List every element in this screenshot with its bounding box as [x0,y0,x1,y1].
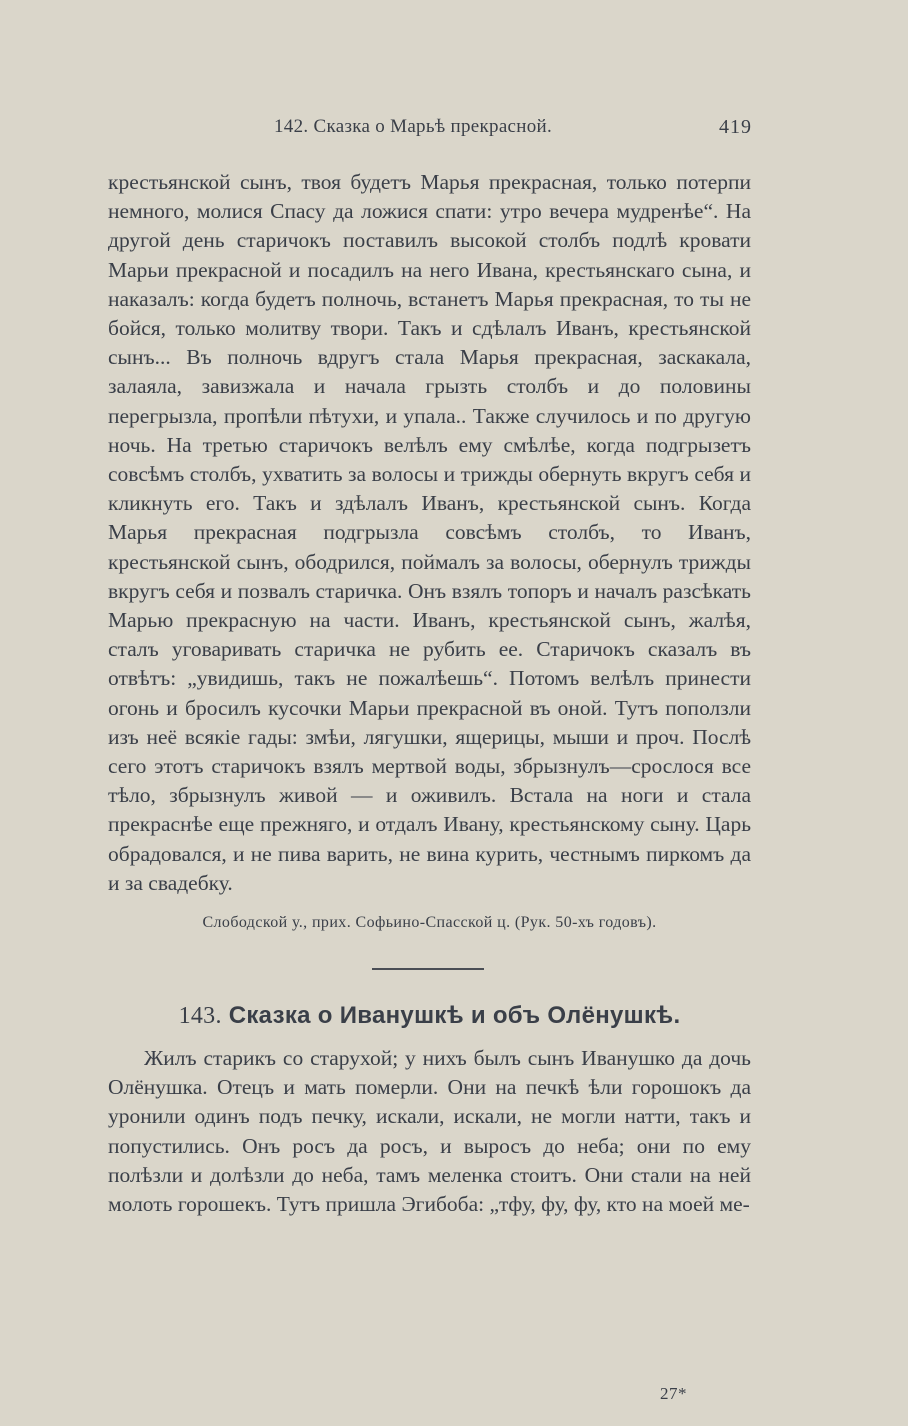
tale-142-text: крестьянской сынъ, твоя будетъ Марья прекрасная, только потерпи немного, молися Спасу да ложися спати: утро вечера мудренѣе“. На другой день старичокъ поставилъ высокой столбъ подлѣ кровати Марьи прекрасной и посадилъ на него Ивана, крестьянскаго сына, и наказалъ: когда будетъ полночь, встанетъ Марья прекрасная, то ты не бойся, только молитву твори. Такъ и сдѣлалъ Иванъ, крестьянской сынъ... Въ полночь вдругъ стала Марья прекрасная, заскакала, залаяла, завизжала и начала грызть столбъ и до половины перегрызла, пропѣли пѣтухи, и упала.. Также случилось и по другую ночь. На третью старичокъ велѣлъ ему смѣлѣе, когда подгрызетъ совсѣмъ столбъ, ухватить за волосы и трижды обернуть вкругъ себя и кликнуть его. Такъ и здѣлалъ Иванъ, крестьянской сынъ. Когда Марья прекрасная подгрызла совсѣмъ столбъ, то Иванъ, крестьянской сынъ, ободрился, поймалъ за волосы, обернулъ трижды вкругъ себя и позвалъ старичка. Онъ взялъ топоръ и началъ разсѣкать Марью прекрасную на части. Иванъ, крестьянской сынъ, жалѣя, сталъ уговаривать старичка не рубить ее. Старичокъ сказалъ въ отвѣтъ: „увидишь, такъ не пожалѣешь“. Потомъ велѣлъ принести огонь и бросилъ кусочки Марьи прекрасной въ оной. Тутъ поползли изъ неё всякіе гады: змѣи, лягушки, ящерицы, мыши и проч. Послѣ сего этотъ старичокъ взялъ мертвой воды, збрызнулъ—срослося все тѣло, збрызнулъ живой — и оживилъ. Встала на ноги и стала прекраснѣе еще прежняго, и отдалъ Ивану, крестьянскому сыну. Царь обрадовался, и не пива варить, не вина курить, честнымъ пиркомъ да и за свадебку. [108,170,751,895]
tale-title: Сказка о Иванушкѣ и объ Олёнушкѣ. [228,1002,681,1029]
tale-number: 143. [178,1003,222,1029]
running-title: 142. Сказка о Марьѣ прекрасной. [274,116,553,137]
tale-143-text: Жилъ старикъ со старухой; у нихъ былъ сынъ Иванушко да дочь Олёнушка. Отецъ и мать померли. Они на печкѣ ѣли горошокъ да уронили одинъ подъ печку, искали, искали, не могли натти, такъ и попустились. Онъ росъ да росъ, и выросъ до неба; они по ему полѣзли и долѣзли до неба, тамъ меленка стоитъ. Они стали на ней молоть горошекъ. Тутъ пришла Эгибоба: „тфу, фу, фу, кто на моей ме- [108,1046,751,1217]
section-heading [108,1002,751,1030]
page-number: 419 [719,116,752,138]
running-head [118,116,752,142]
source-note: Слободской у., прих. Софьино-Спасской ц. (Рук. 50-хъ годовъ). [202,914,657,931]
section-divider [372,968,484,970]
signature-mark: 27* [660,1384,687,1403]
